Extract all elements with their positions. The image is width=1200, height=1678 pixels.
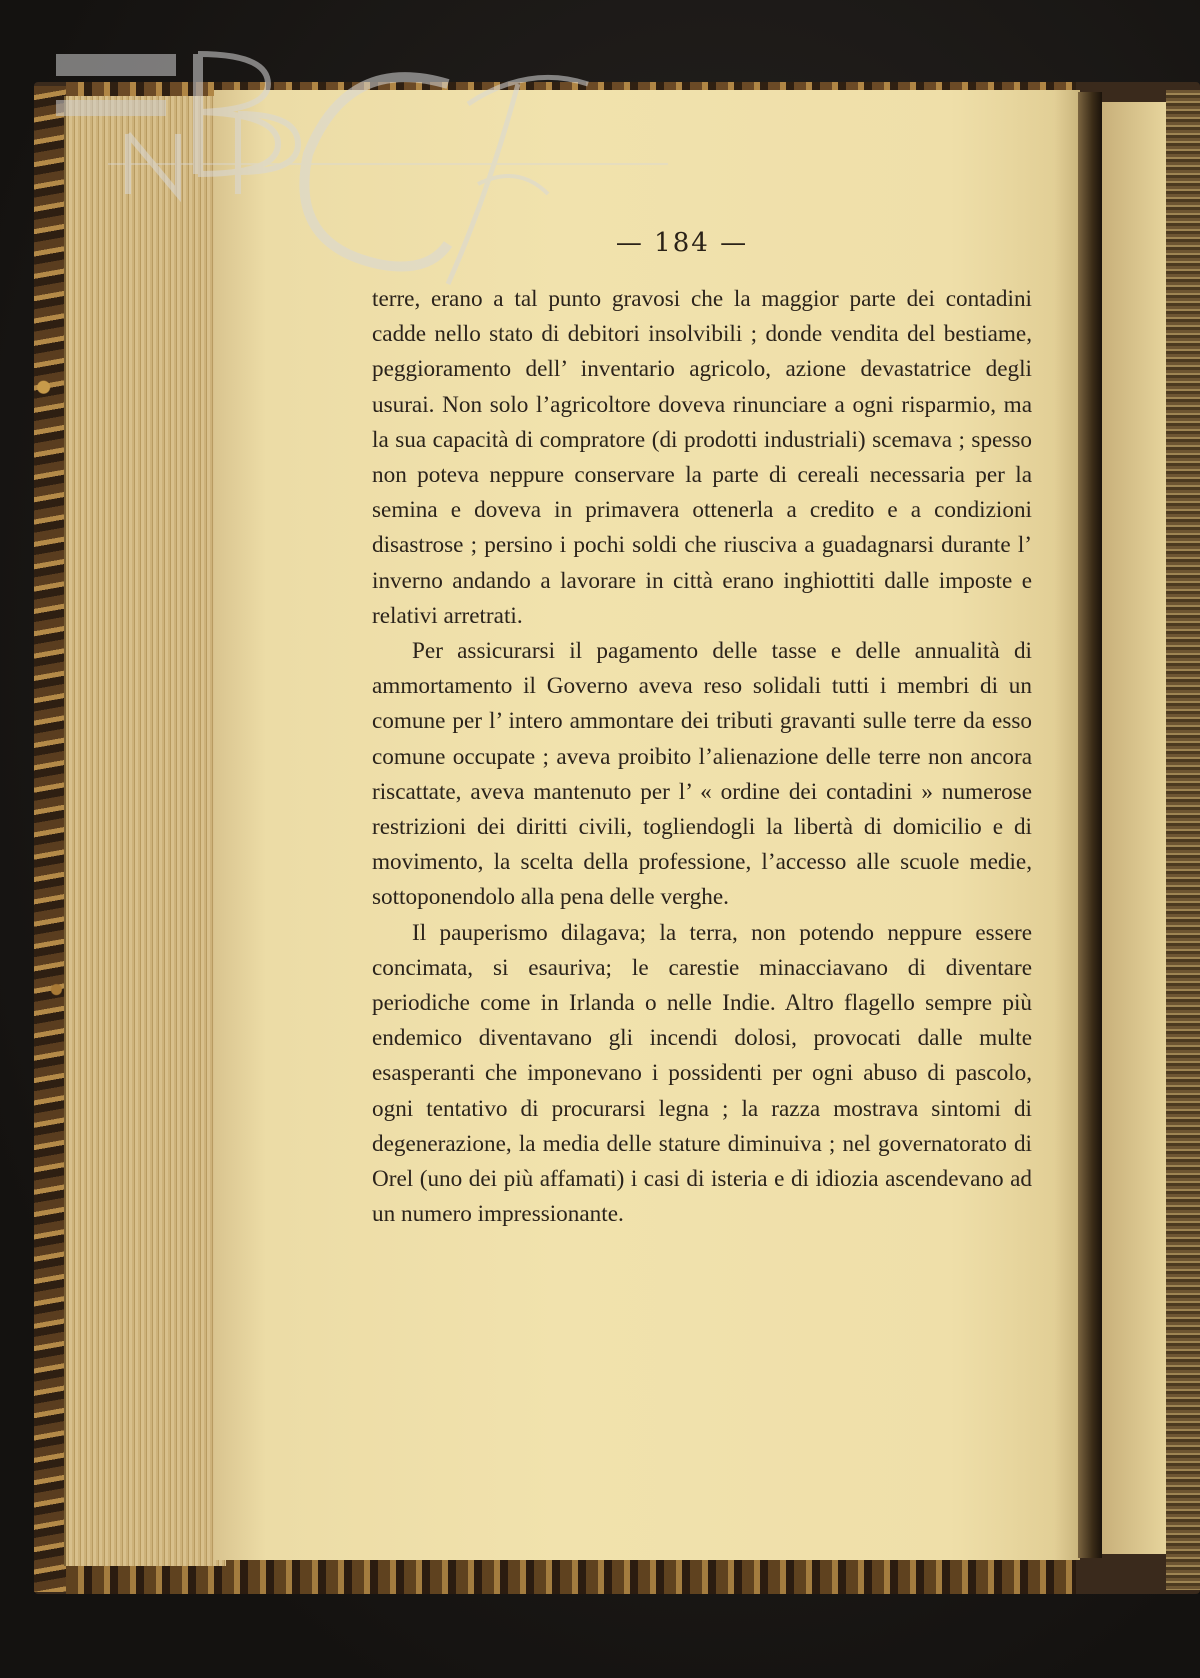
marbled-board-right <box>1166 90 1200 1590</box>
page-number: — 184 — <box>615 228 749 258</box>
page-text <box>372 282 1032 1232</box>
book-gutter <box>1078 92 1102 1558</box>
paragraph-3: Il pauperismo dilagava; la terra, non potendo neppure essere concimata, si esauriva; le carestie minacciavano di diventare periodiche come in Irlanda o nelle Indie. Altro flagello sempre più endemico diventavano gli incendi dolosi, provocati dalle multe esasperanti che imponevano i possidenti per ogni abuso di pascolo, ogni tentativo di procurarsi legna ; la razza mostrava sintomi di degenerazione, la media delle stature diminuiva ; nel governatorato di Orel (uno dei più affamati) i casi di isteria e di idiozia ascendevano ad un numero impressionante. <box>372 919 1032 1228</box>
paragraph-2: Per assicurarsi il pagamento delle tasse e delle annualità di ammortamento il Governo aveva reso solidali tutti i membri di un comune per l’ intero ammontare dei tributi gravanti sulle terre da esso comune occupate ; aveva proibito l’alienazione delle terre non ancora riscattate, aveva mantenuto per l’ « ordine dei contadini » numerose restrizioni dei diritti civili, togliendogli la libertà di domicilio e di movimento, la scelta della professione, l’accesso alle scuole medie, sottoponendolo alla pena delle verghe. <box>372 638 1032 911</box>
facing-page-edge <box>1102 102 1166 1554</box>
page-stack-edge <box>64 96 226 1566</box>
paragraph-1: terre, erano a tal punto gravosi che la maggior parte dei contadini cadde nello stato di debitori insolvibili ; donde vendita del bestiame, peggioramento dell’ inventario agricolo, azione devastatrice degli usurai. Non solo l’agricoltore doveva rinunciare a ogni risparmio, ma la sua capacità di compratore (di prodotti industriali) scemava ; spesso non poteva neppure conservare la parte di cereali necessaria per la semina e doveva in primavera ottenerla a credito e a condizioni disastrose ; persino i pochi soldi che riusciva a guadagnarsi durante l’ inverno andando a lavorare in città erano inghiottiti dalle imposte e relativi arretrati. <box>372 286 1032 629</box>
library-logo-watermark-icon <box>48 44 688 304</box>
marbled-board-left <box>34 86 68 1592</box>
